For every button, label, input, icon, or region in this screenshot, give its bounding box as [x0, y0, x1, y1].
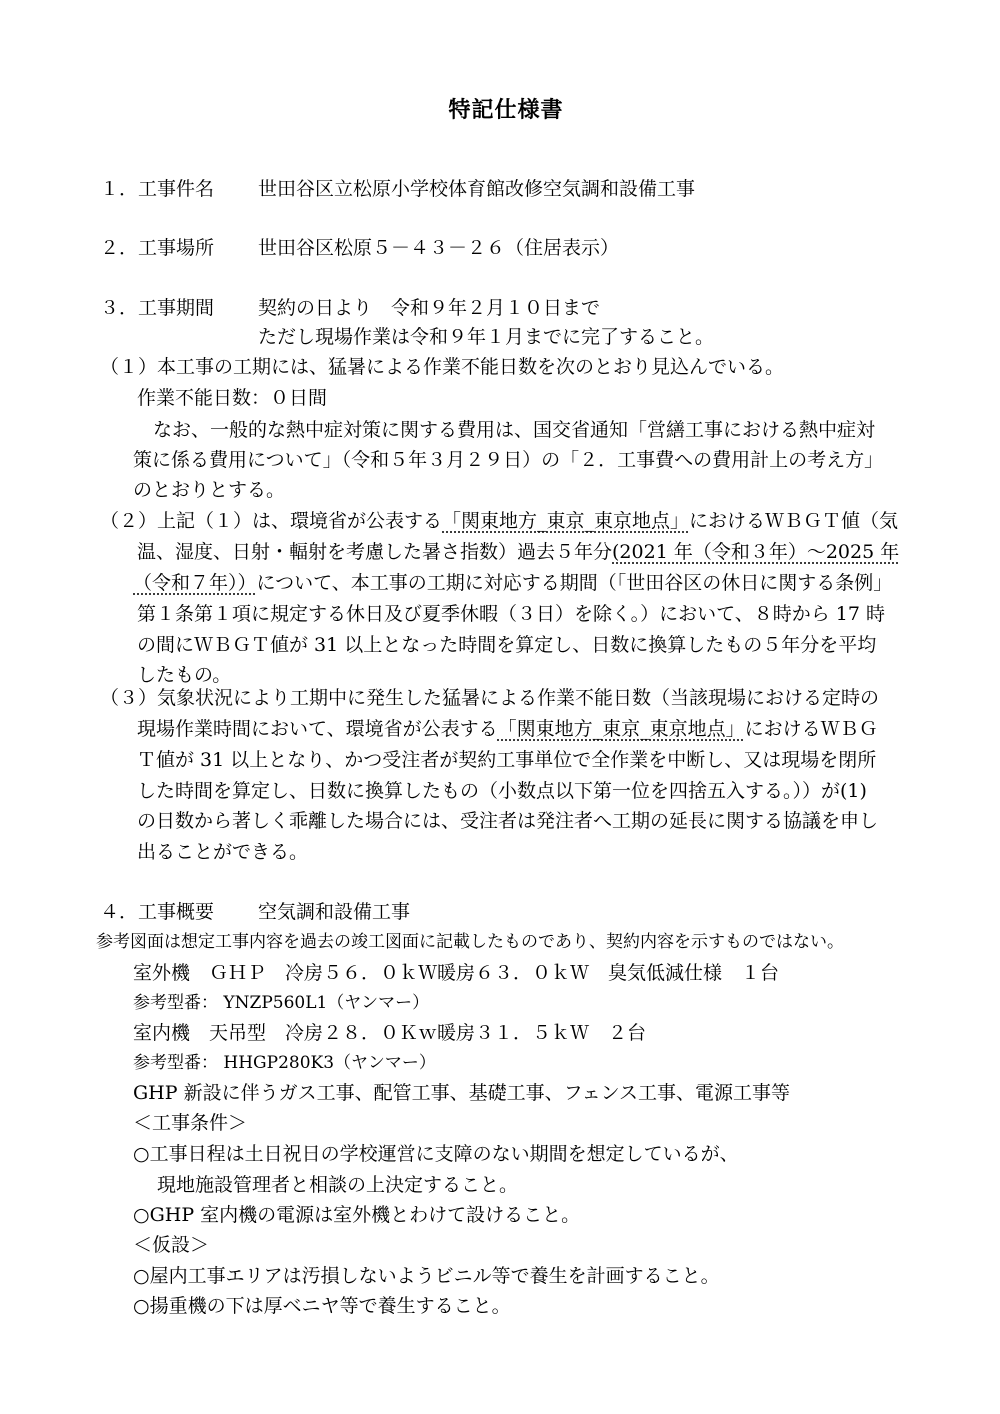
work-conditions-heading: ＜工事条件＞ [133, 1112, 248, 1134]
clause-3-line5: の日数から著しく乖離した場合には、受注者は発注者へ工期の延長に関する協議を申し [137, 810, 879, 832]
clause-2-line6: したもの。 [137, 664, 232, 686]
clause-2-line1-c: におけるＷＢＧＴ値（気 [689, 510, 899, 532]
section-1-value: 世田谷区立松原小学校体育館改修空気調和設備工事 [258, 178, 696, 200]
clause-2-line4: 第１条第１項に規定する休日及び夏季休暇（３日）を除く。）において、８時から 17 時 [137, 603, 885, 625]
indoor-unit-model: 参考型番： HHGP280K3（ヤンマー） [133, 1053, 436, 1073]
wbgt-location-ref-2: 「関東地方_東京_東京地点」 [497, 718, 745, 740]
condition-power: ○GHP 室内機の電源は室外機とわけて設けること。 [133, 1204, 581, 1226]
associated-works: GHP 新設に伴うガス工事、配管工事、基礎工事、フェンス工事、電源工事等 [133, 1082, 791, 1104]
clause-2-line1 [100, 512, 898, 531]
clause-3-line2 [137, 720, 878, 739]
clause-2-line5: の間にＷＢＧＴ値が 31 以上となった時間を算定し、日数に換算したもの５年分を平均 [137, 634, 877, 656]
indoor-unit-spec: 室内機 天吊型 冷房２８．０Ｋｗ暖房３１．５ｋＷ ２台 [133, 1022, 647, 1044]
clause-1-line4: 策に係る費用について」（令和５年３月２９日）の「２．工事費への費用計上の考え方」 [133, 449, 884, 471]
reference-drawing-note: 参考図面は想定工事内容を過去の竣工図面に記載したものであり、契約内容を示すものではない。 [96, 932, 844, 952]
clause-1-line3: なお、一般的な熱中症対策に関する費用は、国交省通知「営繕工事における熱中症対 [153, 419, 876, 441]
clause-1-line1: （１）本工事の工期には、猛暑による作業不能日数を次のとおり見込んでいる。 [100, 356, 785, 378]
section-4-value: 空気調和設備工事 [258, 901, 411, 923]
clause-3-line6: 出ることができる。 [137, 841, 309, 863]
clause-1-line2: 作業不能日数：０日間 [137, 387, 328, 409]
section-2-label: ２．工事場所 [100, 237, 215, 259]
clause-3-line2-c: におけるＷＢＧ [744, 718, 878, 740]
temporary-crane-protection: ○揚重機の下は厚ベニヤ等で養生すること。 [133, 1295, 511, 1317]
section-4-label: ４．工事概要 [100, 901, 215, 923]
clause-2-line1-a: （２）上記（１）は、環境省が公表する [100, 510, 443, 532]
outdoor-unit-spec: 室外機 ＧＨＰ 冷房５６．０ｋＷ暖房６３．０ｋＷ 臭気低減仕様 １台 [133, 962, 780, 984]
clause-3-line4: した時間を算定し、日数に換算したもの（小数点以下第一位を四捨五入する。））が(1) [137, 780, 867, 802]
outdoor-unit-model: 参考型番： YNZP560L1（ヤンマー） [133, 993, 430, 1013]
clause-2-line2-a: 温、湿度、日射・輻射を考慮した暑さ指数）過去５年分 [137, 541, 613, 563]
wbgt-location-ref: 「関東地方_東京_東京地点」 [442, 510, 690, 532]
clause-2-line3-b: について、本工事の工期に対応する期間（「世田谷区の休日に関する条例」 [256, 572, 893, 594]
condition-schedule-cont: 現地施設管理者と相談の上決定すること。 [157, 1174, 519, 1196]
clause-2-line2 [137, 543, 899, 562]
section-3-label: ３．工事期間 [100, 297, 215, 319]
clause-1-line5: のとおりとする。 [133, 479, 286, 501]
document-title: 特記仕様書 [448, 97, 564, 123]
section-1-label: １．工事件名 [100, 178, 215, 200]
clause-3-line1: （３）気象状況により工期中に発生した猛暑による作業不能日数（当該現場における定時の [100, 687, 880, 709]
section-3-value-line2: ただし現場作業は令和９年１月までに完了すること。 [258, 326, 715, 348]
wbgt-period-ref-cont: （令和７年）） [133, 572, 257, 594]
temporary-indoor-protection: ○屋内工事エリアは汚損しないようビニル等で養生を計画すること。 [133, 1265, 720, 1287]
clause-2-line3 [133, 574, 892, 593]
section-2-value: 世田谷区松原５－４３－２６（住居表示） [258, 237, 620, 259]
clause-3-line3: Ｔ値が 31 以上となり、かつ受注者が契約工事単位で全作業を中断し、又は現場を閉所 [137, 749, 877, 771]
temporary-works-heading: ＜仮設＞ [133, 1234, 210, 1256]
wbgt-period-ref: (2021 年（令和３年）～2025 年 [612, 541, 900, 563]
condition-schedule: ○工事日程は土日祝日の学校運営に支障のない期間を想定しているが、 [133, 1143, 739, 1165]
clause-3-line2-a: 現場作業時間において、環境省が公表する [137, 718, 498, 740]
section-3-value-line1: 契約の日より 令和９年２月１０日まで [258, 297, 601, 319]
